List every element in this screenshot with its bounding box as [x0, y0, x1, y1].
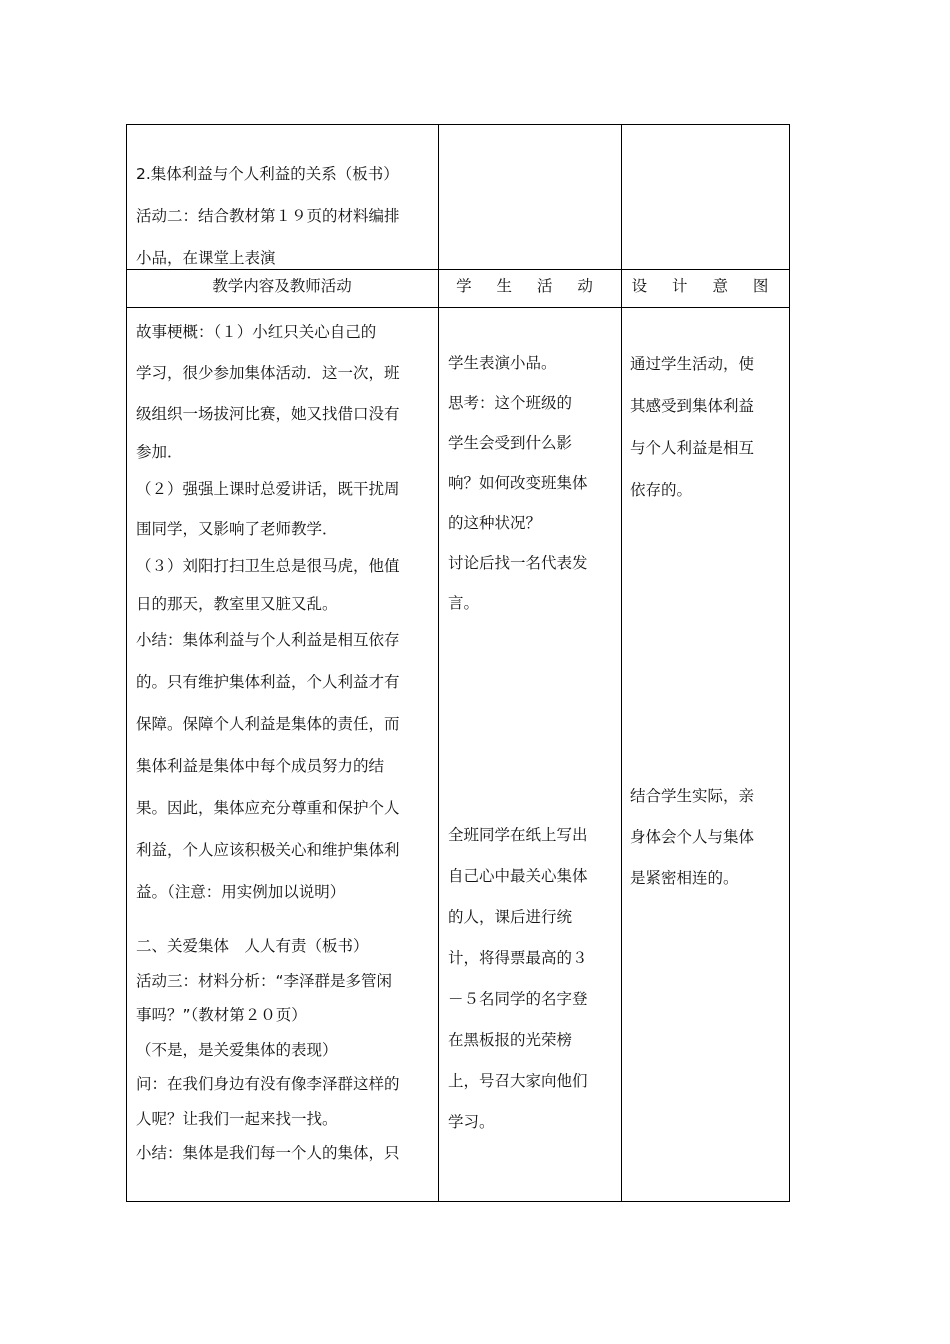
- text-line: 级组织一场拔河比赛，她又找借口没有: [136, 405, 400, 423]
- text-line: 小结：集体利益与个人利益是相互依存: [136, 631, 400, 649]
- text-line: 言。: [448, 594, 480, 612]
- text-line: 响？如何改变班集体: [448, 474, 588, 492]
- text-line: 的这种状况？: [448, 514, 542, 532]
- text-line: 小结：集体是我们每一个人的集体，只: [136, 1144, 400, 1162]
- text-line: 故事梗概：（１）小红只关心自己的: [136, 323, 377, 341]
- row-divider-2: [126, 307, 790, 308]
- text-line: 在黑板报的光荣榜: [448, 1031, 573, 1049]
- text-line: 学习。: [448, 1113, 495, 1131]
- text-line: 全班同学在纸上写出: [448, 826, 588, 844]
- col1-summary: [136, 619, 400, 913]
- text-line: 问：在我们身边有没有像李泽群这样的: [136, 1075, 400, 1093]
- table-border-bottom: [126, 1201, 790, 1202]
- text-line: 结合学生实际，亲: [630, 787, 755, 805]
- text-line: 学生会受到什么影: [448, 434, 573, 452]
- text-line: 学习，很少参加集体活动．这一次，班: [136, 364, 400, 382]
- text-line: 依存的。: [630, 481, 693, 499]
- col2-content-b: [448, 815, 588, 1143]
- text-line: 其感受到集体利益: [630, 397, 755, 415]
- text-line: 计，将得票最高的３: [448, 949, 588, 967]
- text-line: （２）强强上课时总爱讲话，既干扰周: [136, 480, 400, 498]
- text-line: 身体会个人与集体: [630, 828, 755, 846]
- text-line: 上，号召大家向他们: [448, 1072, 588, 1090]
- text-line: 的。只有维护集体利益，个人利益才有: [136, 673, 400, 691]
- col3-content-a: [630, 343, 754, 511]
- text-line: （３）刘阳打扫卫生总是很马虎，他值: [136, 557, 400, 575]
- text-line: 保障。保障个人利益是集体的责任，而: [136, 715, 400, 733]
- text-line: 小品，在课堂上表演: [136, 249, 276, 267]
- text-line: 自己心中最关心集体: [448, 867, 588, 885]
- header-student-activity: 学 生 活 动: [456, 277, 603, 295]
- text-line: 事吗？”（教材第２０页）: [136, 1006, 307, 1024]
- text-line: 人呢？让我们一起来找一找。: [136, 1109, 338, 1128]
- text-line: 围同学，又影响了老师教学．: [136, 520, 338, 538]
- lesson-table: [126, 124, 790, 1202]
- text-line: 活动三：材料分析：“李泽群是多管闲: [136, 971, 393, 990]
- col1-content-b: [136, 435, 400, 625]
- text-line: 是紧密相连的。: [630, 869, 739, 887]
- table-border-top: [126, 124, 790, 125]
- text-line: 的人，课后进行统: [448, 908, 573, 926]
- text-line: 讨论后找一名代表发: [448, 554, 588, 572]
- text-line: 通过学生活动，使: [630, 355, 755, 373]
- col2-content-a: [448, 343, 588, 623]
- text-line: 益。（注意：用实例加以说明）: [136, 883, 346, 901]
- top-row-content: [136, 153, 400, 279]
- text-line: 2.集体利益与个人利益的关系（板书）: [136, 165, 399, 183]
- text-line: 活动二：结合教材第１９页的材料编排: [136, 207, 400, 225]
- text-line: （不是，是关爱集体的表现）: [136, 1040, 338, 1059]
- text-line: 学生表演小品。: [448, 354, 557, 372]
- text-line: 参加．: [136, 443, 183, 461]
- header-teaching-content: 教学内容及教师活动: [212, 277, 352, 295]
- col3-content-b: [630, 776, 754, 899]
- text-line: 集体利益是集体中每个成员努力的结: [136, 757, 385, 775]
- text-line: 日的那天，教室里又脏又乱。: [136, 595, 338, 613]
- table-border-right: [789, 124, 790, 1202]
- text-line: 思考：这个班级的: [448, 394, 573, 412]
- text-line: 与个人利益是相互: [630, 439, 755, 457]
- text-line: 二、关爱集体 人人有责（板书）: [136, 937, 369, 955]
- col1-content-a: [136, 312, 400, 435]
- header-design-intent: 设 计 意 图: [631, 277, 779, 295]
- text-line: 利益，个人应该积极关心和维护集体利: [136, 841, 400, 859]
- text-line: 果。因此，集体应充分尊重和保护个人: [136, 799, 400, 817]
- text-line: －５名同学的名字登: [448, 990, 588, 1008]
- col1-section-two: [136, 929, 400, 1171]
